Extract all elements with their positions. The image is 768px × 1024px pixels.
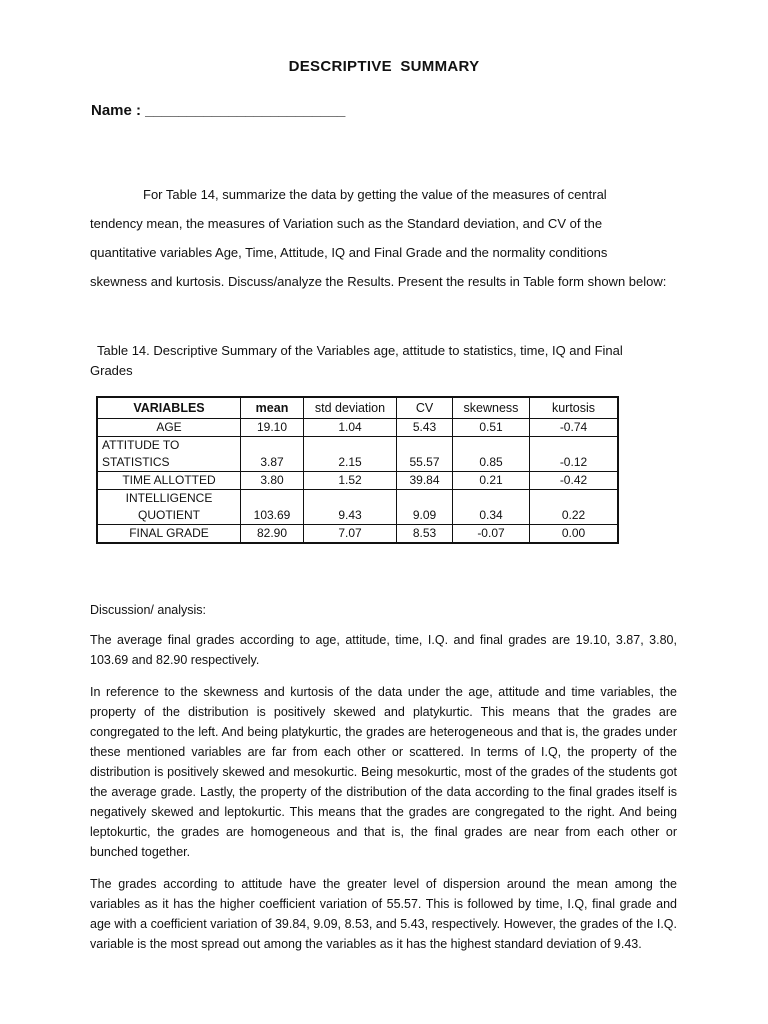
header-std-deviation: std deviation [304,397,397,419]
cell-cv: 8.53 [397,525,453,544]
cell-skewness: 0.51 [453,419,530,437]
cell-mean: 3.87 [241,437,304,472]
cell-variable-line: QUOTIENT [138,508,200,522]
instruction-line: skewness and kurtosis. Discuss/analyze the Results. Present the results in Table form shown below: [90,274,667,289]
cell-mean: 82.90 [241,525,304,544]
table-row [97,419,618,437]
header-mean: mean [241,397,304,419]
analysis-paragraph: The average final grades according to age, attitude, time, I.Q. and final grades are 19.10, 3.87, 3.80, 103.69 and 82.90 respectively. [90,633,677,667]
cell-skewness: -0.07 [453,525,530,544]
header-variables: VARIABLES [97,397,241,419]
descriptive-summary-table [96,396,619,544]
cell-skewness: 0.21 [453,472,530,490]
cell-std: 2.15 [304,437,397,472]
instruction-line: For Table 14, summarize the data by getting the value of the measures of central [143,187,607,202]
table-row [97,525,618,544]
analysis-heading: Discussion/ analysis: [90,603,207,617]
cell-skewness: 0.85 [453,437,530,472]
cell-variable-line: STATISTICS [102,455,170,469]
cell-variable [97,437,241,472]
name-field-label: Name : ________________________ [91,102,346,119]
cell-mean: 19.10 [241,419,304,437]
cell-std: 1.04 [304,419,397,437]
cell-kurtosis: -0.12 [530,437,619,472]
cell-cv: 39.84 [397,472,453,490]
cell-variable: TIME ALLOTTED [97,472,241,490]
cell-variable-line: ATTITUDE TO [102,438,180,452]
cell-kurtosis: 0.00 [530,525,619,544]
table-row [97,472,618,490]
page-title: DESCRIPTIVE SUMMARY [288,58,480,75]
table-caption-line: Grades [90,363,133,378]
header-skewness: skewness [453,397,530,419]
cell-variable-line: INTELLIGENCE [125,491,213,505]
instruction-line: quantitative variables Age, Time, Attitude, IQ and Final Grade and the normality conditions [90,245,608,260]
instructions [90,180,690,296]
table-caption [90,341,690,381]
table-header-row [97,397,618,419]
cell-std: 9.43 [304,490,397,525]
cell-cv: 9.09 [397,490,453,525]
cell-mean: 3.80 [241,472,304,490]
analysis-section [90,600,677,966]
header-cv: CV [397,397,453,419]
cell-kurtosis: -0.74 [530,419,619,437]
cell-skewness: 0.34 [453,490,530,525]
cell-variable: FINAL GRADE [97,525,241,544]
table-caption-line: Table 14. Descriptive Summary of the Variables age, attitude to statistics, time, IQ and Final [97,343,623,358]
analysis-paragraph: In reference to the skewness and kurtosis of the data under the age, attitude and time variables, the property of the distribution is positively skewed and platykurtic. This means that the grades are congregated to the left. And being platykurtic, the grades are heterogeneous and that is, the grades under these mentioned variables are far from each other or scattered. In terms of I.Q, the property of the distribution is positively skewed and mesokurtic. Being mesokurtic, most of the grades of the students got the average grade. Lastly, the property of the distribution of the data according to the final grades itself is negatively skewed and leptokurtic. This means that the grades are congregated to the right. And being leptokurtic, the grades are homogeneous and that is, the final grades are near from each other or bunched together. [90,685,677,859]
cell-kurtosis: -0.42 [530,472,619,490]
cell-cv: 55.57 [397,437,453,472]
cell-std: 7.07 [304,525,397,544]
instruction-line: tendency mean, the measures of Variation such as the Standard deviation, and CV of the [90,216,603,231]
cell-std: 1.52 [304,472,397,490]
cell-cv: 5.43 [397,419,453,437]
header-kurtosis: kurtosis [530,397,619,419]
table-row [97,490,618,525]
cell-kurtosis: 0.22 [530,490,619,525]
cell-mean: 103.69 [241,490,304,525]
cell-variable [97,490,241,525]
table-row [97,437,618,472]
analysis-paragraph: The grades according to attitude have the greater level of dispersion around the mean among the variables as it has the higher coefficient variation of 55.57. This is followed by time, I.Q, final grade and age with a coefficient variation of 39.84, 9.09, 8.53, and 5.43, respectively. However, the grades of the I.Q. variable is the most spread out among the variables as it has the highest standard deviation of 9.43. [90,877,677,951]
cell-variable: AGE [97,419,241,437]
